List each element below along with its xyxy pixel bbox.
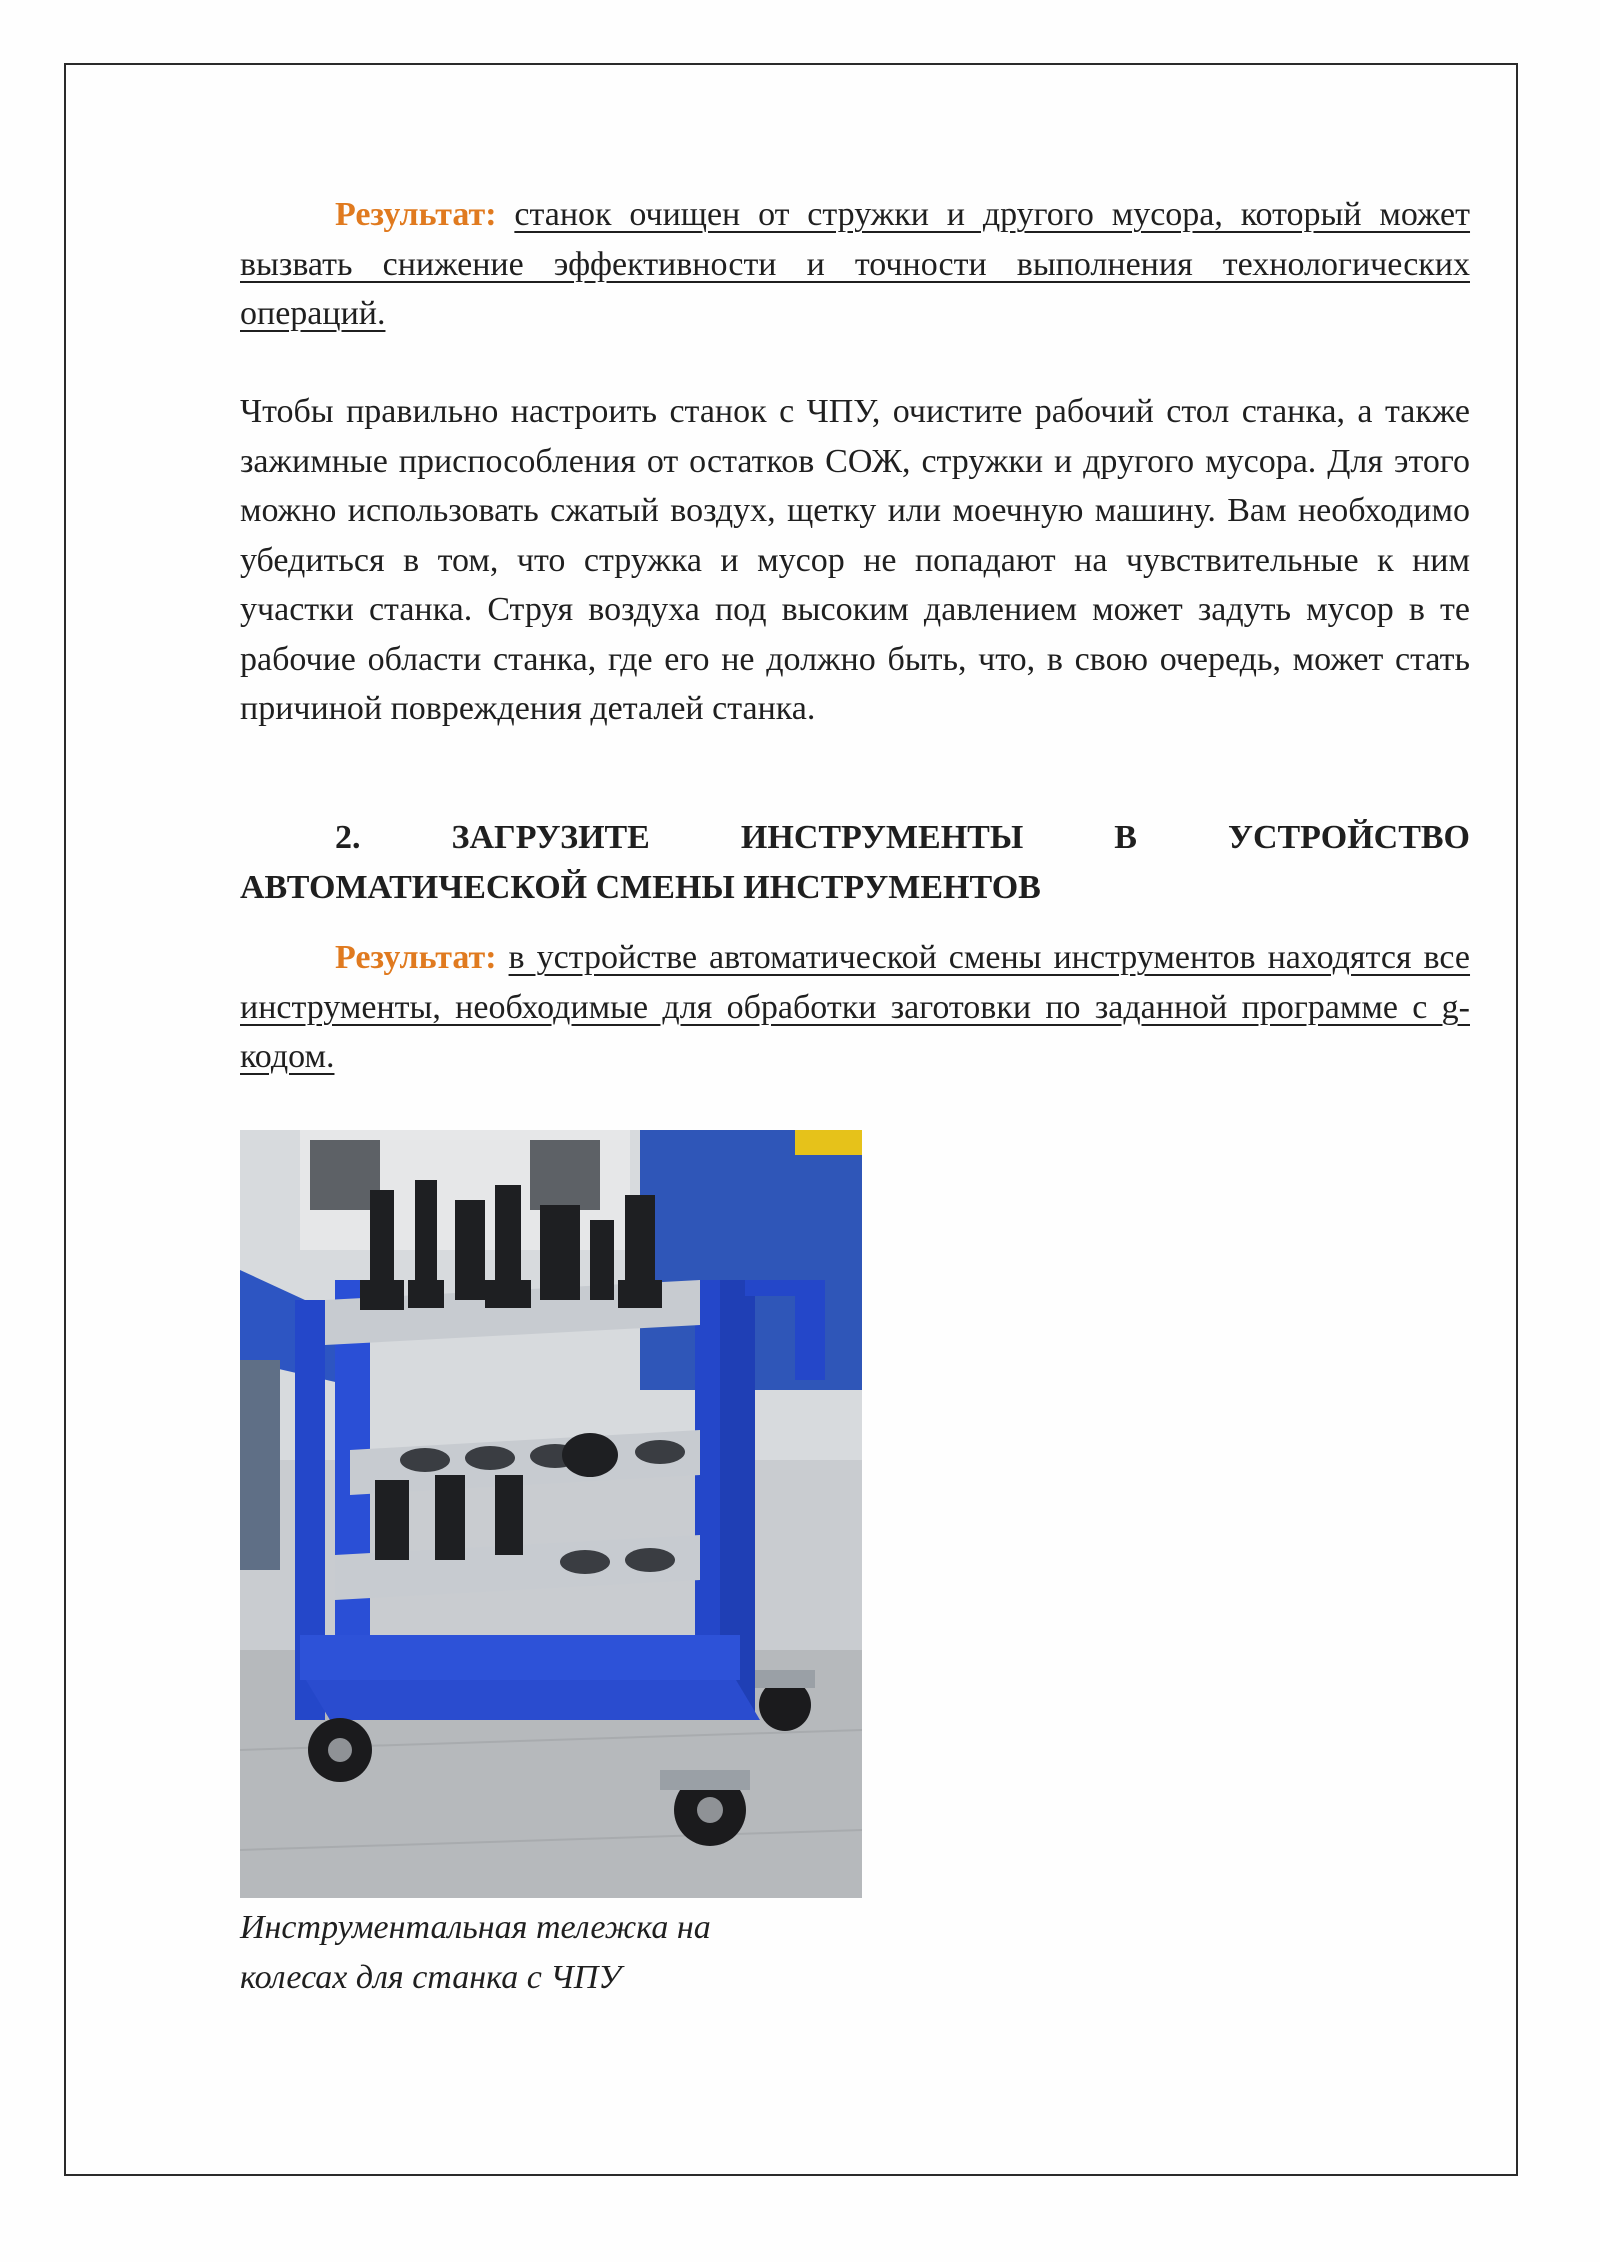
figure-caption [240, 1903, 880, 2002]
result-text: в устройстве автоматической смены инструментов находятся все инструменты, необходимые для обработки заготовки по заданной программе с g-кодом. [240, 939, 1471, 1075]
tool-cart-photo [240, 1130, 862, 1898]
caption-line: Инструментальная тележка на [240, 1909, 711, 1946]
result-paragraph-2 [240, 933, 1470, 1082]
result-label: Результат: [335, 939, 497, 976]
result-label: Результат: [335, 196, 497, 233]
result-text: станок очищен от стружки и другого мусора, который может вызвать снижение эффективности и точности выполнения технологических операций. [240, 196, 1471, 332]
body-paragraph: Чтобы правильно настроить станок с ЧПУ, очистите рабочий стол станка, а также зажимные приспособления от остатков СОЖ, стружки и другого мусора. Для этого можно использовать сжатый воздух, щетку или моечную машину. Вам необходимо убедиться в том, что стружка и мусор не попадают на чувствительные к ним участки станка. Струя воздуха под высоким давлением может задуть мусор в те рабочие области станка, где его не должно быть, что, в свою очередь, может стать причиной повреждения деталей станка. [240, 393, 1470, 727]
result-paragraph-1 [240, 190, 1470, 339]
caption-line: колесах для станка с ЧПУ [240, 1958, 622, 1996]
section-heading: 2. ЗАГРУЗИТЕ ИНСТРУМЕНТЫ В УСТРОЙСТВО АВТОМАТИЧЕСКОЙ СМЕНЫ ИНСТРУМЕНТОВ [240, 819, 1470, 906]
